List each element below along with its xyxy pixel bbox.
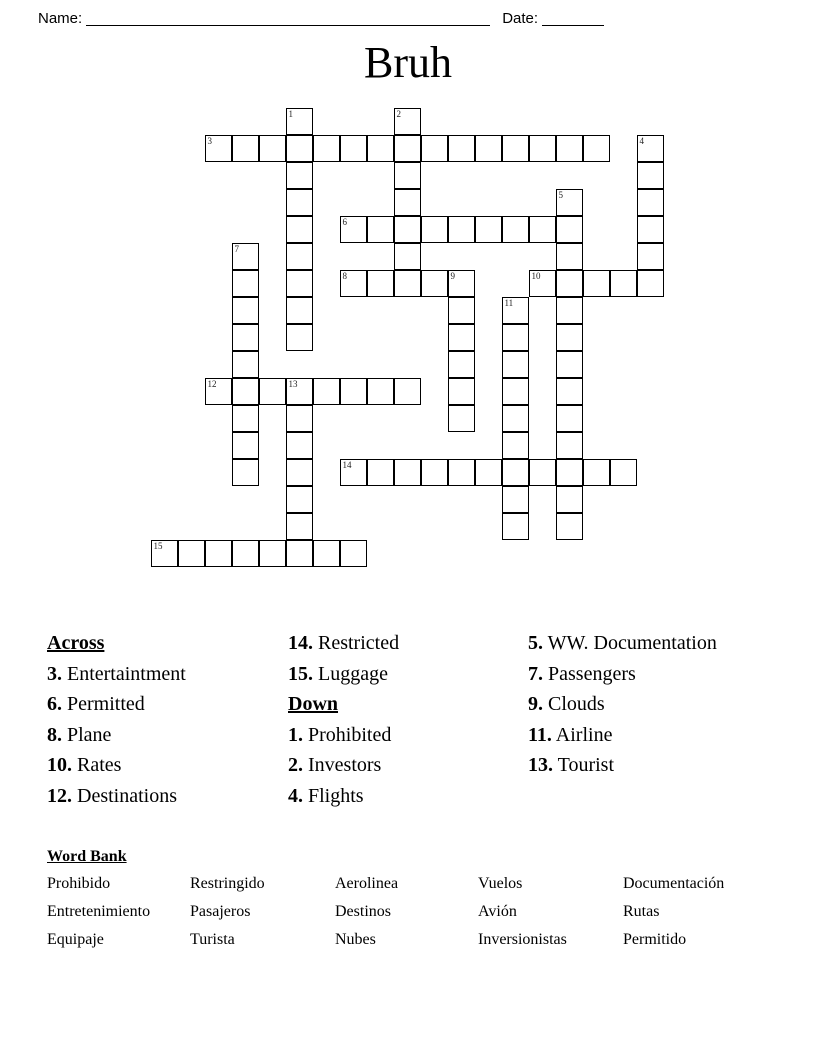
crossword-cell[interactable] bbox=[394, 243, 421, 270]
crossword-cell[interactable] bbox=[286, 405, 313, 432]
clue-number: 3. bbox=[47, 662, 62, 685]
crossword-cell[interactable] bbox=[448, 351, 475, 378]
crossword-cell[interactable] bbox=[340, 540, 367, 567]
name-blank-line[interactable] bbox=[86, 12, 490, 26]
crossword-cell[interactable] bbox=[448, 378, 475, 405]
crossword-cell[interactable] bbox=[286, 270, 313, 297]
crossword-cell[interactable] bbox=[286, 135, 313, 162]
crossword-cell[interactable] bbox=[556, 189, 583, 216]
word-bank-word: Destinos bbox=[335, 903, 391, 920]
clue-text: Permitted bbox=[62, 693, 145, 715]
crossword-cell[interactable] bbox=[340, 270, 367, 297]
clue-text: Tourist bbox=[553, 754, 615, 776]
crossword-cell[interactable] bbox=[556, 324, 583, 351]
clue-text: Luggage bbox=[313, 662, 388, 685]
word-bank-word: Restringido bbox=[190, 875, 265, 892]
crossword-cell[interactable] bbox=[151, 540, 178, 567]
clue-number: 15. bbox=[288, 662, 313, 685]
clue-text: Prohibited bbox=[303, 723, 392, 746]
clue-text: Flights bbox=[303, 784, 364, 807]
crossword-cell[interactable] bbox=[556, 405, 583, 432]
crossword-cell[interactable] bbox=[340, 459, 367, 486]
word-bank-word: Equipaje bbox=[47, 931, 104, 948]
crossword-cell[interactable] bbox=[556, 351, 583, 378]
crossword-cell[interactable] bbox=[556, 432, 583, 459]
crossword-cell[interactable] bbox=[502, 405, 529, 432]
crossword-cell[interactable] bbox=[556, 216, 583, 243]
clue-text: Rates bbox=[72, 754, 122, 776]
crossword-cell[interactable] bbox=[286, 432, 313, 459]
crossword-cell[interactable] bbox=[232, 324, 259, 351]
clue-text: Clouds bbox=[543, 693, 605, 715]
clue-down-2 bbox=[288, 750, 518, 781]
clue-across-3 bbox=[47, 659, 283, 690]
crossword-cell[interactable] bbox=[583, 270, 610, 297]
crossword-cell[interactable] bbox=[286, 162, 313, 189]
clue-number: 7. bbox=[528, 662, 543, 685]
crossword-cell[interactable] bbox=[394, 378, 421, 405]
crossword-cell[interactable] bbox=[502, 216, 529, 243]
clue-number: 1. bbox=[288, 723, 303, 746]
clue-down-9 bbox=[528, 689, 778, 720]
crossword-cell[interactable] bbox=[637, 216, 664, 243]
word-bank-word: Prohibido bbox=[47, 875, 111, 892]
crossword-cell[interactable] bbox=[340, 378, 367, 405]
crossword-cell-number: 11 bbox=[504, 298, 514, 308]
clue-number: 4. bbox=[288, 784, 303, 807]
crossword-cell[interactable] bbox=[232, 459, 259, 486]
clue-across-6 bbox=[47, 689, 283, 720]
crossword-cell[interactable] bbox=[583, 135, 610, 162]
crossword-cell[interactable] bbox=[232, 135, 259, 162]
crossword-cell[interactable] bbox=[394, 189, 421, 216]
crossword-cell[interactable] bbox=[637, 243, 664, 270]
word-bank-heading: Word Bank bbox=[47, 848, 127, 865]
crossword-cell[interactable] bbox=[340, 216, 367, 243]
clue-number: 2. bbox=[288, 754, 303, 776]
crossword-cell[interactable] bbox=[475, 135, 502, 162]
date-label: Date: bbox=[502, 10, 539, 27]
crossword-cell-number: 13 bbox=[288, 379, 298, 389]
crossword-cell[interactable] bbox=[340, 135, 367, 162]
crossword-cell[interactable] bbox=[610, 270, 637, 297]
crossword-cell[interactable] bbox=[637, 162, 664, 189]
crossword-cell[interactable] bbox=[286, 378, 313, 405]
word-bank-word: Rutas bbox=[623, 903, 660, 920]
clue-down-5 bbox=[528, 628, 778, 659]
crossword-cell[interactable] bbox=[259, 135, 286, 162]
crossword-cell[interactable] bbox=[637, 189, 664, 216]
down-heading: Down bbox=[288, 693, 339, 715]
crossword-cell[interactable] bbox=[421, 135, 448, 162]
crossword-cell[interactable] bbox=[502, 297, 529, 324]
crossword-cell[interactable] bbox=[556, 378, 583, 405]
crossword-cell[interactable] bbox=[556, 297, 583, 324]
crossword-cell[interactable] bbox=[286, 243, 313, 270]
crossword-cell[interactable] bbox=[502, 351, 529, 378]
crossword-cell[interactable] bbox=[448, 135, 475, 162]
crossword-cell[interactable] bbox=[313, 135, 340, 162]
clue-number: 14. bbox=[288, 632, 313, 654]
crossword-cell[interactable] bbox=[394, 270, 421, 297]
word-bank-row bbox=[47, 926, 773, 954]
crossword-cell[interactable] bbox=[529, 459, 556, 486]
crossword-cell[interactable] bbox=[259, 378, 286, 405]
crossword-cell[interactable] bbox=[421, 270, 448, 297]
clue-column-1 bbox=[47, 628, 283, 811]
crossword-cell[interactable] bbox=[556, 459, 583, 486]
word-bank-row bbox=[47, 870, 773, 898]
crossword-cell[interactable] bbox=[286, 297, 313, 324]
crossword-cell[interactable] bbox=[313, 378, 340, 405]
crossword-cell[interactable] bbox=[502, 432, 529, 459]
crossword-cell[interactable] bbox=[529, 270, 556, 297]
crossword-cell[interactable] bbox=[502, 324, 529, 351]
crossword-cell[interactable] bbox=[556, 513, 583, 540]
crossword-cell[interactable] bbox=[556, 486, 583, 513]
clue-across-15 bbox=[288, 659, 518, 690]
clue-down-7 bbox=[528, 659, 778, 690]
clue-text: Plane bbox=[62, 723, 112, 746]
clue-number: 11. bbox=[528, 723, 552, 746]
crossword-cell[interactable] bbox=[394, 162, 421, 189]
crossword-cell[interactable] bbox=[637, 135, 664, 162]
crossword-cell[interactable] bbox=[448, 459, 475, 486]
word-bank-word: Pasajeros bbox=[190, 903, 251, 920]
page-title: Bruh bbox=[364, 38, 452, 87]
word-bank-word: Documentación bbox=[623, 875, 725, 892]
crossword-cell[interactable] bbox=[556, 135, 583, 162]
crossword-cell[interactable] bbox=[286, 189, 313, 216]
across-heading: Across bbox=[47, 632, 105, 654]
clue-column-2 bbox=[288, 628, 518, 811]
crossword-cell[interactable] bbox=[205, 540, 232, 567]
crossword-cell-number: 3 bbox=[207, 136, 212, 146]
crossword-cell[interactable] bbox=[232, 405, 259, 432]
crossword-cell-number: 7 bbox=[234, 244, 239, 254]
crossword-cell[interactable] bbox=[502, 513, 529, 540]
crossword-cell[interactable] bbox=[502, 486, 529, 513]
crossword-cell[interactable] bbox=[286, 540, 313, 567]
crossword-cell[interactable] bbox=[556, 243, 583, 270]
crossword-cell[interactable] bbox=[232, 351, 259, 378]
crossword-cell[interactable] bbox=[394, 216, 421, 243]
crossword-cell[interactable] bbox=[286, 459, 313, 486]
crossword-cell[interactable] bbox=[232, 270, 259, 297]
crossword-cell[interactable] bbox=[421, 459, 448, 486]
crossword-cell[interactable] bbox=[637, 270, 664, 297]
crossword-cell-number: 2 bbox=[396, 109, 401, 119]
crossword-cell[interactable] bbox=[367, 216, 394, 243]
word-bank-word: Avión bbox=[478, 903, 517, 920]
clue-number: 6. bbox=[47, 693, 62, 715]
crossword-cell-number: 10 bbox=[531, 271, 541, 281]
clue-number: 13. bbox=[528, 754, 553, 776]
date-blank-line[interactable] bbox=[542, 12, 604, 26]
clue-across-12 bbox=[47, 781, 283, 812]
clue-down-11 bbox=[528, 720, 778, 751]
crossword-cell-number: 1 bbox=[288, 109, 293, 119]
crossword-cell-number: 5 bbox=[558, 190, 563, 200]
crossword-cell[interactable] bbox=[286, 513, 313, 540]
crossword-cell-number: 4 bbox=[639, 136, 644, 146]
crossword-cell[interactable] bbox=[556, 270, 583, 297]
crossword-cell-number: 12 bbox=[207, 379, 217, 389]
clue-number: 8. bbox=[47, 723, 62, 746]
clue-text: Destinations bbox=[72, 784, 177, 807]
crossword-cell[interactable] bbox=[529, 135, 556, 162]
crossword-cell-number: 6 bbox=[342, 217, 347, 227]
crossword-cell[interactable] bbox=[286, 216, 313, 243]
crossword-cell[interactable] bbox=[286, 486, 313, 513]
clue-down-1 bbox=[288, 720, 518, 751]
crossword-cell[interactable] bbox=[367, 135, 394, 162]
crossword-cell[interactable] bbox=[313, 540, 340, 567]
crossword-cell[interactable] bbox=[232, 540, 259, 567]
crossword-cell[interactable] bbox=[421, 216, 448, 243]
word-bank-word: Entretenimiento bbox=[47, 903, 151, 920]
word-bank-table bbox=[47, 870, 773, 954]
crossword-cell[interactable] bbox=[367, 378, 394, 405]
crossword-cell[interactable] bbox=[394, 108, 421, 135]
worksheet-header bbox=[0, 0, 816, 28]
crossword-cell[interactable] bbox=[502, 378, 529, 405]
crossword-cell[interactable] bbox=[232, 243, 259, 270]
crossword-cell[interactable] bbox=[475, 459, 502, 486]
crossword-cell[interactable] bbox=[610, 459, 637, 486]
crossword-cell-number: 15 bbox=[153, 541, 163, 551]
word-bank-word: Nubes bbox=[335, 931, 376, 948]
word-bank-word: Turista bbox=[190, 931, 235, 948]
crossword-cell[interactable] bbox=[583, 459, 610, 486]
clue-number: 10. bbox=[47, 754, 72, 776]
crossword-cell[interactable] bbox=[286, 108, 313, 135]
crossword-cell[interactable] bbox=[448, 216, 475, 243]
clue-across-8 bbox=[47, 720, 283, 751]
crossword-cell[interactable] bbox=[232, 378, 259, 405]
crossword-cell[interactable] bbox=[259, 540, 286, 567]
crossword-cell-number: 9 bbox=[450, 271, 455, 281]
crossword-cell[interactable] bbox=[367, 459, 394, 486]
clue-number: 5. bbox=[528, 632, 543, 654]
crossword-cell[interactable] bbox=[232, 297, 259, 324]
clue-text: Passengers bbox=[543, 662, 636, 685]
word-bank-word: Inversionistas bbox=[478, 931, 567, 948]
clue-across-10 bbox=[47, 750, 283, 781]
crossword-cell[interactable] bbox=[502, 135, 529, 162]
clue-text: Airline bbox=[551, 723, 613, 746]
word-bank-word: Permitido bbox=[623, 931, 687, 948]
crossword-cell[interactable] bbox=[394, 459, 421, 486]
clue-column-3 bbox=[528, 628, 778, 781]
clue-text: Investors bbox=[303, 754, 382, 776]
clues-section bbox=[0, 628, 816, 824]
crossword-cell[interactable] bbox=[448, 324, 475, 351]
clue-text: Entertaintment bbox=[62, 662, 186, 685]
clue-number: 12. bbox=[47, 784, 72, 807]
word-bank-word: Vuelos bbox=[478, 875, 523, 892]
clue-down-13 bbox=[528, 750, 778, 781]
clue-down-4 bbox=[288, 781, 518, 812]
clue-text: Restricted bbox=[313, 632, 400, 654]
crossword-cell-number: 14 bbox=[342, 460, 352, 470]
crossword-cell[interactable] bbox=[232, 432, 259, 459]
crossword-cell[interactable] bbox=[448, 405, 475, 432]
crossword-cell[interactable] bbox=[205, 135, 232, 162]
crossword-cell[interactable] bbox=[205, 378, 232, 405]
crossword-cell[interactable] bbox=[286, 324, 313, 351]
crossword-cell[interactable] bbox=[529, 216, 556, 243]
crossword-cell[interactable] bbox=[367, 270, 394, 297]
crossword-cell-number: 8 bbox=[342, 271, 347, 281]
crossword-cell[interactable] bbox=[448, 270, 475, 297]
crossword-cell[interactable] bbox=[475, 216, 502, 243]
clue-across-14 bbox=[288, 628, 518, 659]
clue-number: 9. bbox=[528, 693, 543, 715]
clue-text: WW. Documentation bbox=[543, 632, 717, 654]
crossword-cell[interactable] bbox=[178, 540, 205, 567]
crossword-cell[interactable] bbox=[502, 459, 529, 486]
word-bank-section bbox=[47, 844, 787, 954]
crossword-cell[interactable] bbox=[448, 297, 475, 324]
word-bank-word: Aerolinea bbox=[335, 875, 399, 892]
word-bank-row bbox=[47, 898, 773, 926]
name-label: Name: bbox=[38, 10, 83, 27]
crossword-cell[interactable] bbox=[394, 135, 421, 162]
